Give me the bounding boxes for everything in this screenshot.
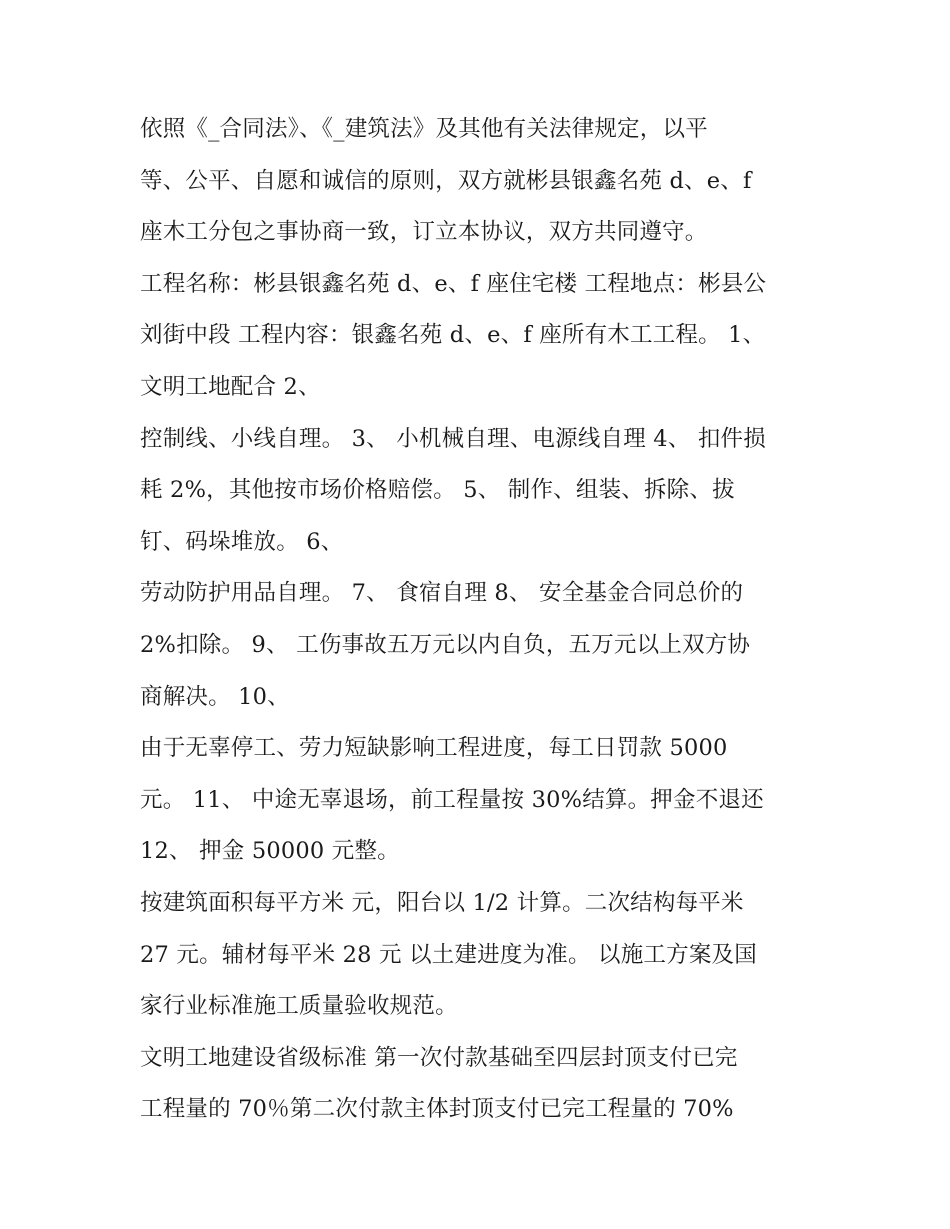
text-line: 耗 2%，其他按市场价格赔偿。 5、 制作、组装、拆除、拔 xyxy=(140,477,735,504)
text-line: 刘街中段 工程内容：银鑫名苑 d、e、f 座所有木工工程。 1、 xyxy=(140,322,766,349)
text-line: 2%扣除。 9、 工伤事故五万元以内自负，五万元以上双方协 xyxy=(140,631,751,658)
text-line: 工程量的 70％第二次付款主体封顶支付已完工程量的 70% xyxy=(140,1096,734,1123)
text-line: 钉、码垛堆放。 6、 xyxy=(140,528,344,555)
text-line: 文明工地配合 2、 xyxy=(140,373,321,400)
text-line: 按建筑面积每平方米 元，阳台以 1/2 计算。二次结构每平米 xyxy=(140,889,744,916)
text-line: 27 元。辅材每平米 28 元 以土建进度为准。 以施工方案及国 xyxy=(140,941,757,968)
text-line: 家行业标准施工质量验收规范。 xyxy=(140,993,458,1020)
text-line: 商解决。 10、 xyxy=(140,683,290,710)
text-line: 文明工地建设省级标准 第一次付款基础至四层封顶支付已完 xyxy=(140,1044,738,1071)
text-line: 工程名称：彬县银鑫名苑 d、e、f 座住宅楼 工程地点：彬县公 xyxy=(140,270,767,297)
text-line: 依照《_合同法》、《_建筑法》及其他有关法律规定，以平 xyxy=(140,116,708,142)
text-line: 等、公平、自愿和诚信的原则，双方就彬县银鑫名苑 d、e、f xyxy=(140,167,752,194)
text-line: 12、 押金 50000 元整。 xyxy=(140,838,400,865)
text-line: 由于无辜停工、劳力短缺影响工程进度，每工日罚款 5000 xyxy=(140,735,728,762)
text-line: 劳动防护用品自理。 7、 食宿自理 8、 安全基金合同总价的 xyxy=(140,580,744,607)
text-line: 控制线、小线自理。 3、 小机械自理、电源线自理 4、 扣件损 xyxy=(140,425,766,452)
text-line: 元。 11、 中途无辜退场，前工程量按 30%结算。押金不退还 xyxy=(140,786,764,813)
text-line: 座木工分包之事协商一致，订立本协议，双方共同遵守。 xyxy=(140,219,708,246)
document-body xyxy=(140,104,820,1136)
